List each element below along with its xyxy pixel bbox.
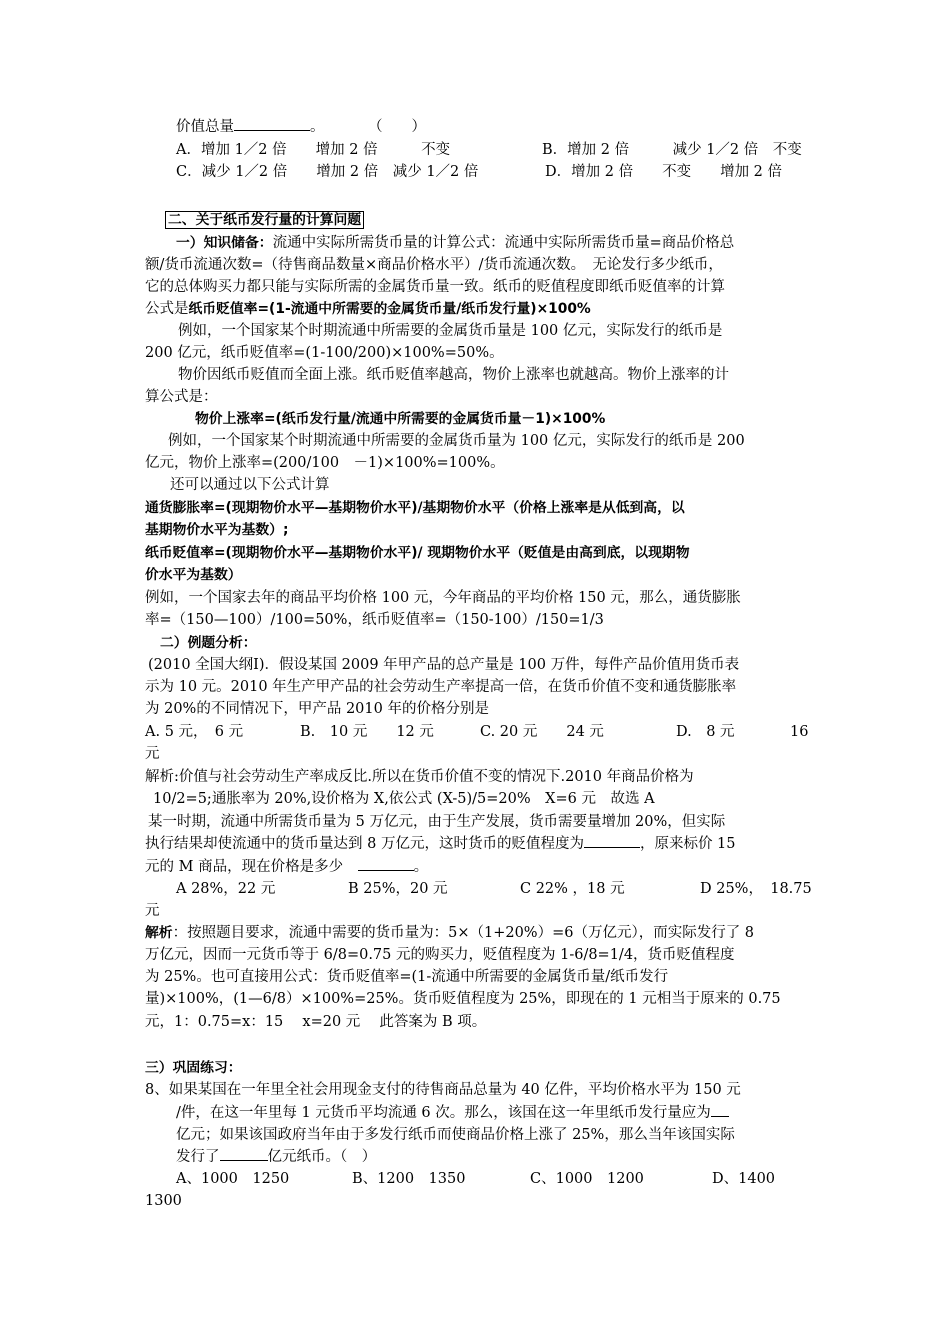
text-line: 例如，一个国家某个时期流通中所需要的金属货币量是 100 亿元，实际发行的纸币是 bbox=[178, 323, 723, 339]
text-fragment: 流通中实际所需货币量的计算公式：流通中实际所需货币量=商品价格总 bbox=[272, 235, 735, 251]
blank-underline bbox=[358, 856, 414, 871]
option-c: C、1000 1200 bbox=[530, 1171, 644, 1187]
text-fragment: 16 bbox=[790, 724, 809, 740]
text-line: 200 亿元，纸币贬值率=(1-100/200)×100%=50%。 bbox=[145, 345, 504, 361]
text-fragment: 元的 M 商品，现在价格是多少 bbox=[145, 859, 344, 875]
text-line: 算公式是： bbox=[145, 389, 218, 405]
option-b: B．增加 2 倍 减少 1／2 倍 不变 bbox=[542, 142, 802, 158]
text-line bbox=[145, 298, 591, 320]
text-line: 解析:价值与社会劳动生产率成反比.所以在货币价值不变的情况下.2010 年商品价格为 bbox=[145, 769, 694, 785]
text-fragment bbox=[343, 859, 358, 875]
formula: 基期物价水平为基数）; bbox=[145, 522, 289, 538]
text-line: 量)×100%，(1—6/8）×100%=25%。货币贬值程度为 25%，即现在的 1 元相当于原来的 0.75 bbox=[145, 991, 781, 1007]
text-line bbox=[145, 922, 754, 944]
formula: 物价上涨率=(纸币发行量/流通中所需要的金属货币量－1)×100% bbox=[195, 411, 606, 427]
subheading: 二）例题分析： bbox=[160, 635, 257, 651]
text-line: 元 bbox=[145, 746, 160, 762]
option-b: B 25%，20 元 bbox=[348, 881, 448, 897]
text-line bbox=[145, 856, 428, 878]
text-line: 10/2=5;通胀率为 20%,设价格为 X,依公式 (X-5)/5=20% X=6 元 故选 A bbox=[153, 791, 655, 807]
option-a: A. 5 元， 6 元 bbox=[145, 724, 244, 740]
text-line bbox=[176, 1146, 376, 1168]
blank-underline bbox=[234, 116, 310, 131]
text-fragment: /件，在这一年里每 1 元货币平均流通 6 次。那么，该国在这一年里纸币发行量应为 bbox=[176, 1105, 711, 1121]
option-a: A 28%，22 元 bbox=[176, 881, 276, 897]
option-d: D、1400 bbox=[712, 1171, 776, 1187]
section-heading-box: 二、关于纸币发行量的计算问题 bbox=[165, 211, 364, 229]
text-line: 率=（150—100）/100=50%，纸币贬值率=（150-100）/150=1/3 bbox=[145, 612, 604, 628]
text-line: 示为 10 元。2010 年生产甲产品的社会劳动生产率提高一倍，在货币价值不变和通货膨胀率 bbox=[145, 679, 737, 695]
text-line: 元 bbox=[145, 903, 160, 919]
text-fragment: 执行结果却使流通中的货币量达到 8 万亿元，这时货币的贬值程度为 bbox=[145, 836, 584, 852]
text-line: 例如，一个国家去年的商品平均价格 100 元，今年商品的平均价格 150 元，那么，通货膨胀 bbox=[145, 590, 741, 606]
text-line: 为 20%的不同情况下，甲产品 2010 年的价格分别是 bbox=[145, 701, 489, 717]
text-line bbox=[176, 232, 734, 254]
text-fragment: ，原来标价 15 bbox=[639, 836, 736, 852]
option-a: A．增加 1／2 倍 增加 2 倍 不变 bbox=[176, 142, 451, 158]
subheading: 一）知识储备： bbox=[176, 235, 273, 251]
formula: 价水平为基数） bbox=[145, 567, 242, 583]
analysis-label: 解析 bbox=[145, 925, 173, 941]
subheading: 三）巩固练习： bbox=[145, 1060, 242, 1076]
option-a: A、1000 1250 bbox=[176, 1171, 290, 1187]
text-line: 8、如果某国在一年里全社会用现金支付的待售商品总量为 40 亿件，平均价格水平为 150 元 bbox=[145, 1082, 741, 1098]
text-line: 例如，一个国家某个时期流通中所需要的金属货币量为 100 亿元，实际发行的纸币是 200 bbox=[168, 433, 745, 449]
text-line: 亿元；如果该国政府当年由于多发行纸币而使商品价格上涨了 25%，那么当年该国实际 bbox=[176, 1127, 735, 1143]
option-c: C．减少 1／2 倍 增加 2 倍 减少 1／2 倍 bbox=[176, 164, 479, 180]
text-line bbox=[176, 116, 426, 138]
text-fragment: 1300 bbox=[145, 1193, 182, 1209]
option-b: B. 10 元 12 元 bbox=[300, 724, 434, 740]
text-line: (2010 全国大纲Ⅰ)．假设某国 2009 年甲产品的总产量是 100 万件，每件产品价值用货币表 bbox=[148, 657, 740, 673]
section-heading bbox=[165, 209, 364, 231]
text-line: 万亿元，因而一元货币等于 6/8=0.75 元的购买力，贬值程度为 1-6/8=1/4，货币贬值程度 bbox=[145, 947, 735, 963]
formula: 纸币贬值率=(1-流通中所需要的金属货币量/纸币发行量)×100% bbox=[188, 301, 591, 317]
text-line: 还可以通过以下公式计算 bbox=[170, 477, 330, 493]
text-line bbox=[176, 1102, 729, 1124]
text-line: 物价因纸币贬值而全面上涨。纸币贬值率越高，物价上涨率也就越高。物价上涨率的计 bbox=[178, 367, 729, 383]
option-d: D 25%， 18.75 bbox=[700, 881, 812, 897]
option-c: C 22% ，18 元 bbox=[520, 881, 625, 897]
option-d: D．增加 2 倍 不变 增加 2 倍 bbox=[545, 164, 783, 180]
text-line: 为 25%。也可直接用公式：货币贬值率=(1-流通中所需要的金属货币量/纸币发行 bbox=[145, 969, 669, 985]
text-fragment: 价值总量 bbox=[176, 119, 234, 135]
blank-underline bbox=[711, 1102, 729, 1117]
text-fragment: 发行了 bbox=[176, 1149, 220, 1165]
text-fragment: 公式是 bbox=[145, 301, 189, 317]
formula: 通货膨胀率=(现期物价水平—基期物价水平)/基期物价水平（价格上涨率是从低到高，以 bbox=[145, 500, 685, 516]
text-fragment: 。 （ ） bbox=[310, 119, 426, 135]
text-line: 某一时期，流通中所需货币量为 5 万亿元，由于生产发展，货币需要量增加 20%，但实际 bbox=[148, 814, 726, 830]
text-fragment: 。 bbox=[413, 859, 429, 875]
text-fragment: ：按照题目要求，流通中需要的货币量为：5×（1+20%）=6（万亿元），而实际发行了 8 bbox=[172, 925, 755, 941]
text-line bbox=[145, 833, 736, 855]
text-fragment: 亿元纸币。（ ） bbox=[267, 1149, 377, 1165]
option-c: C. 20 元 24 元 bbox=[480, 724, 604, 740]
option-b: B、1200 1350 bbox=[352, 1171, 466, 1187]
option-d: D. 8 元 bbox=[676, 724, 735, 740]
text-line: 亿元，物价上涨率=(200/100 －1)×100%=100%。 bbox=[145, 455, 505, 471]
blank-underline bbox=[220, 1146, 268, 1161]
text-line: 额/货币流通次数=（待售商品数量×商品价格水平）/货币流通次数。 无论发行多少纸币， bbox=[145, 257, 723, 273]
text-line: 它的总体购买力都只能与实际所需的金属货币量一致。纸币的贬值程度即纸币贬值率的计算 bbox=[145, 279, 725, 295]
text-line: 元，1：0.75=x：15 x=20 元 此答案为 B 项。 bbox=[145, 1014, 487, 1030]
formula: 纸币贬值率=(现期物价水平—基期物价水平)/ 现期物价水平（贬值是由高到底，以现期物 bbox=[145, 545, 690, 561]
blank-underline bbox=[584, 833, 640, 848]
